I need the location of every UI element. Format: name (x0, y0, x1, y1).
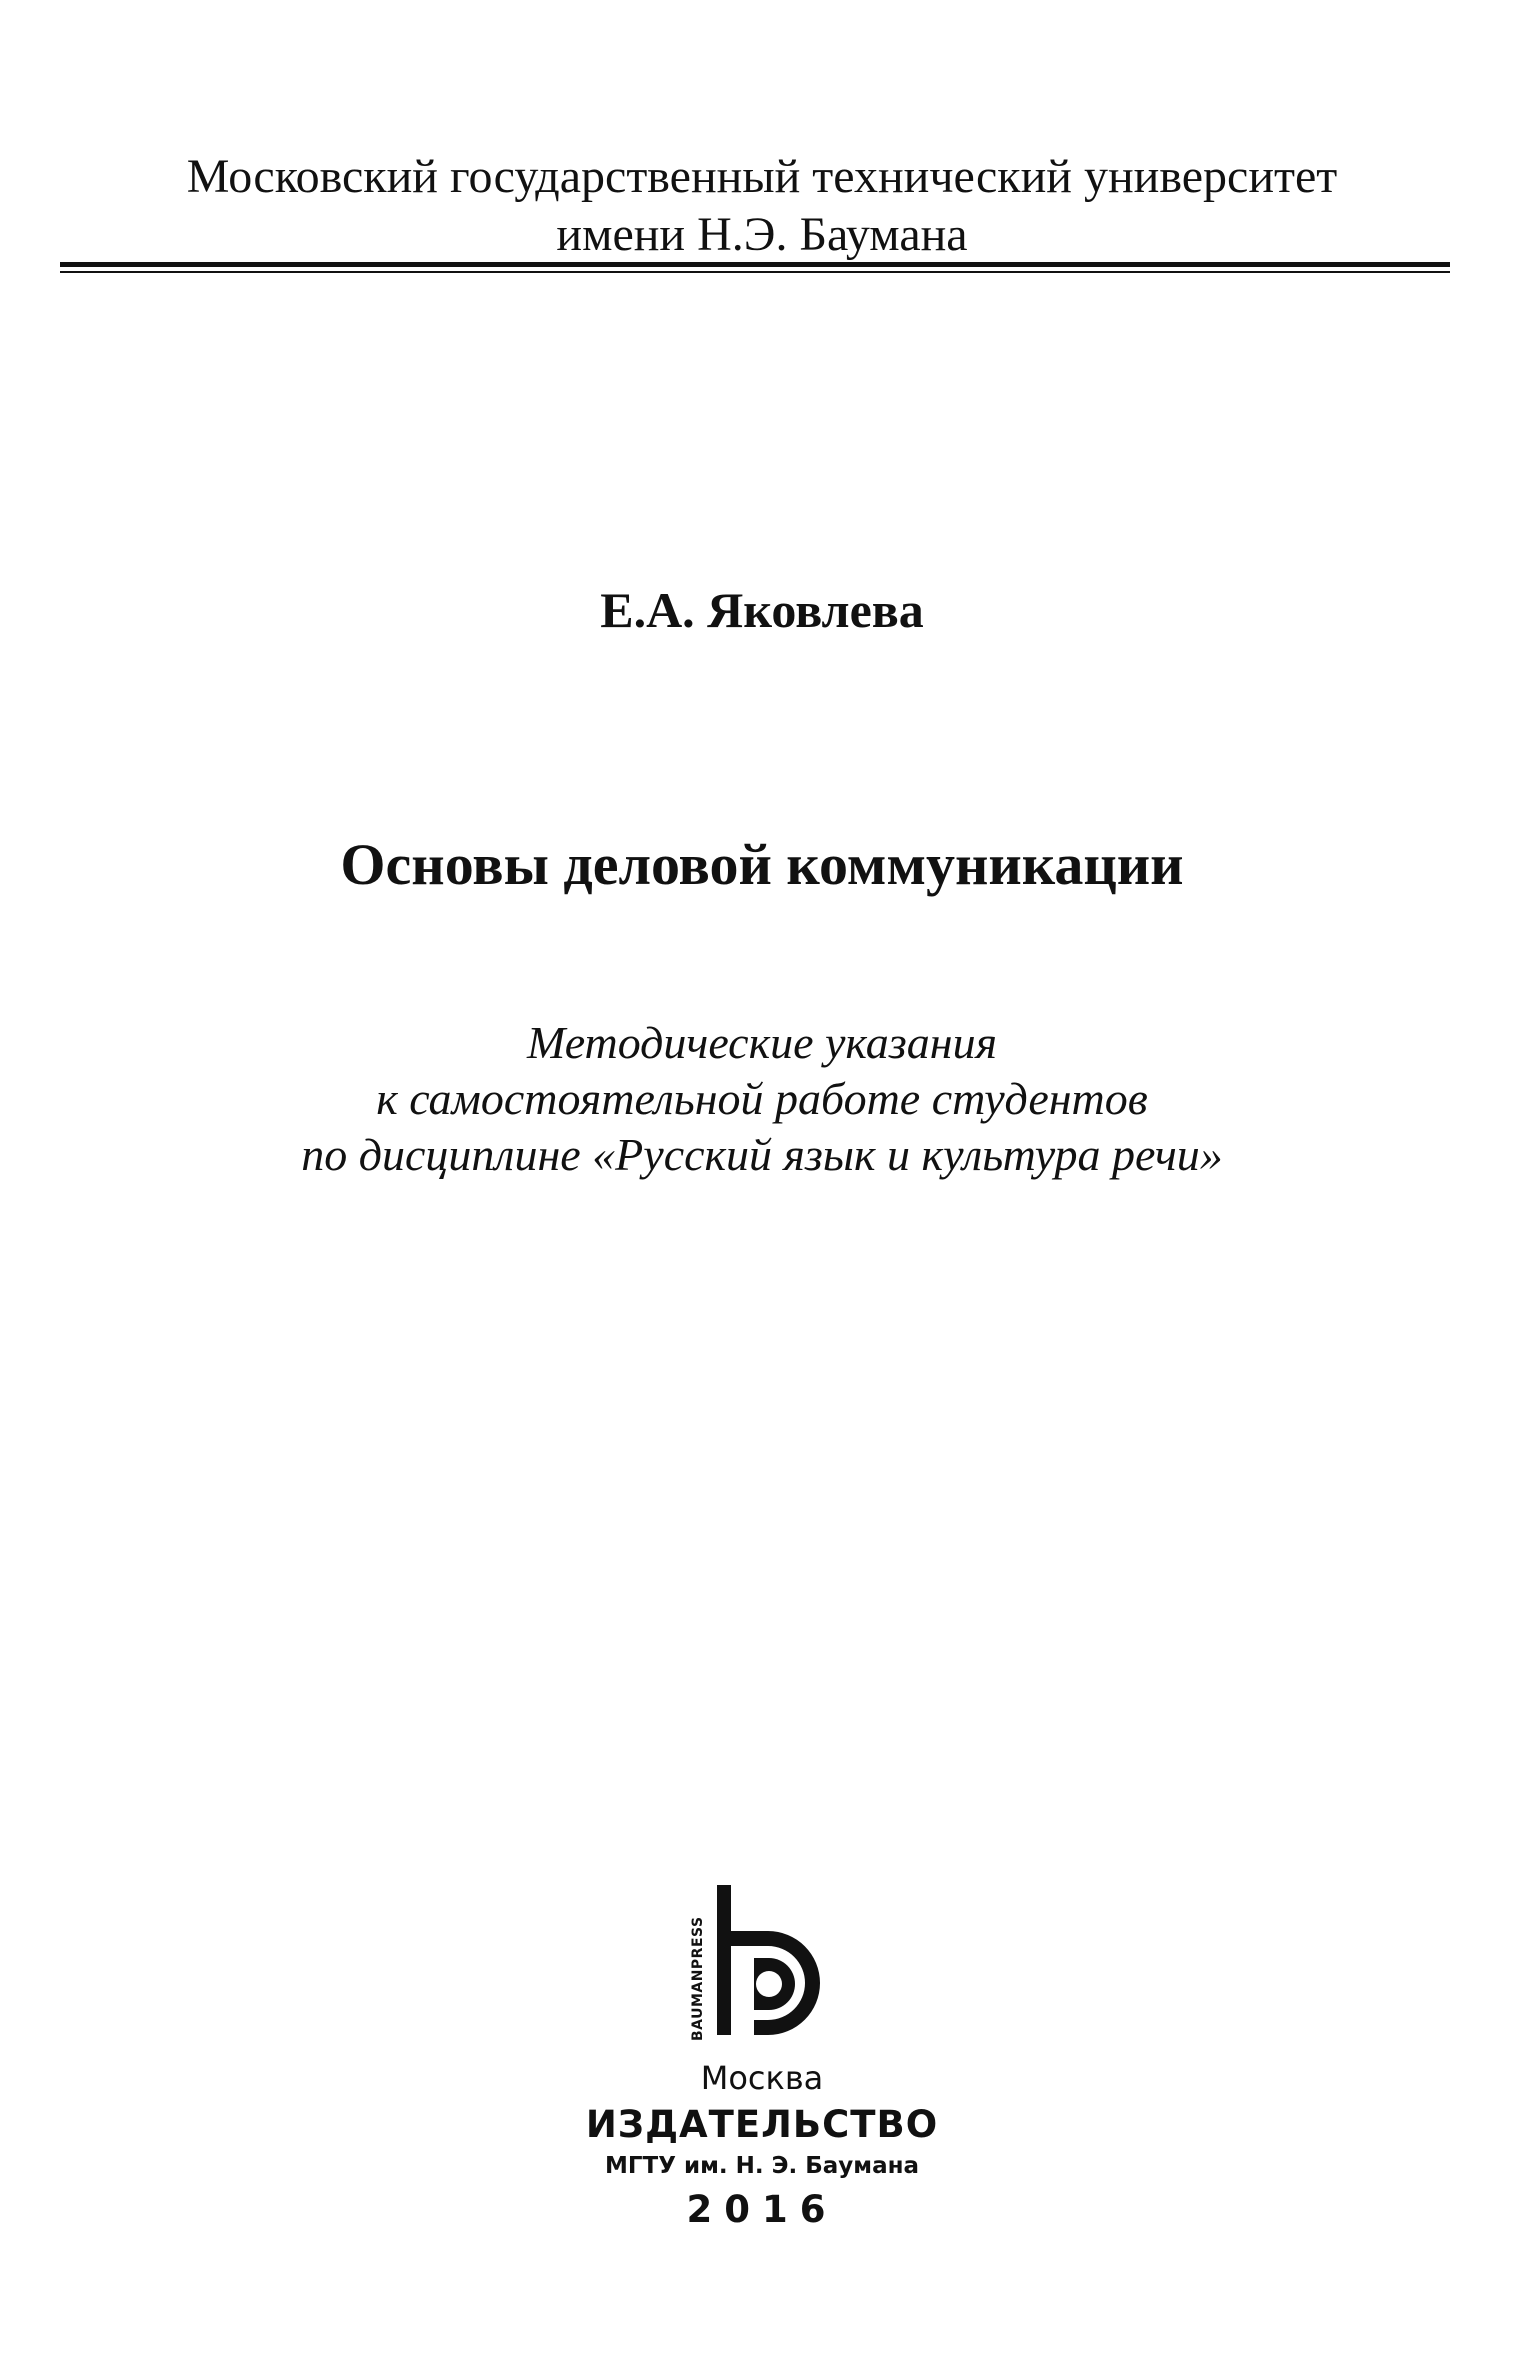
university-line-1: Московский государственный технический университет (186, 150, 1338, 203)
university-name (0, 148, 1524, 264)
subtitle-line-2: к самостоятельной работе студентов (376, 1073, 1148, 1124)
subtitle-line-1: Методические указания (527, 1017, 997, 1068)
subtitle-line-3: по дисциплине «Русский язык и культура речи» (301, 1129, 1223, 1180)
publisher-subname: МГТУ им. Н. Э. Баумана (604, 2153, 920, 2179)
book-subtitle (0, 1015, 1524, 1183)
publisher-city: Москва (700, 2059, 824, 2097)
header-rule-thin (60, 271, 1450, 273)
university-line-2: имени Н.Э. Баумана (556, 208, 968, 261)
publication-year: 2016 (686, 2188, 838, 2231)
author-name: Е.А. Яковлева (600, 582, 924, 638)
baumanpress-logo-icon (672, 1885, 852, 2045)
publisher-name: ИЗДАТЕЛЬСТВО (585, 2103, 939, 2146)
logo-vertical-text: BAUMANPRESS (690, 1916, 706, 2041)
header-rule-thick (60, 262, 1450, 267)
book-title: Основы деловой коммуникации (340, 832, 1184, 897)
